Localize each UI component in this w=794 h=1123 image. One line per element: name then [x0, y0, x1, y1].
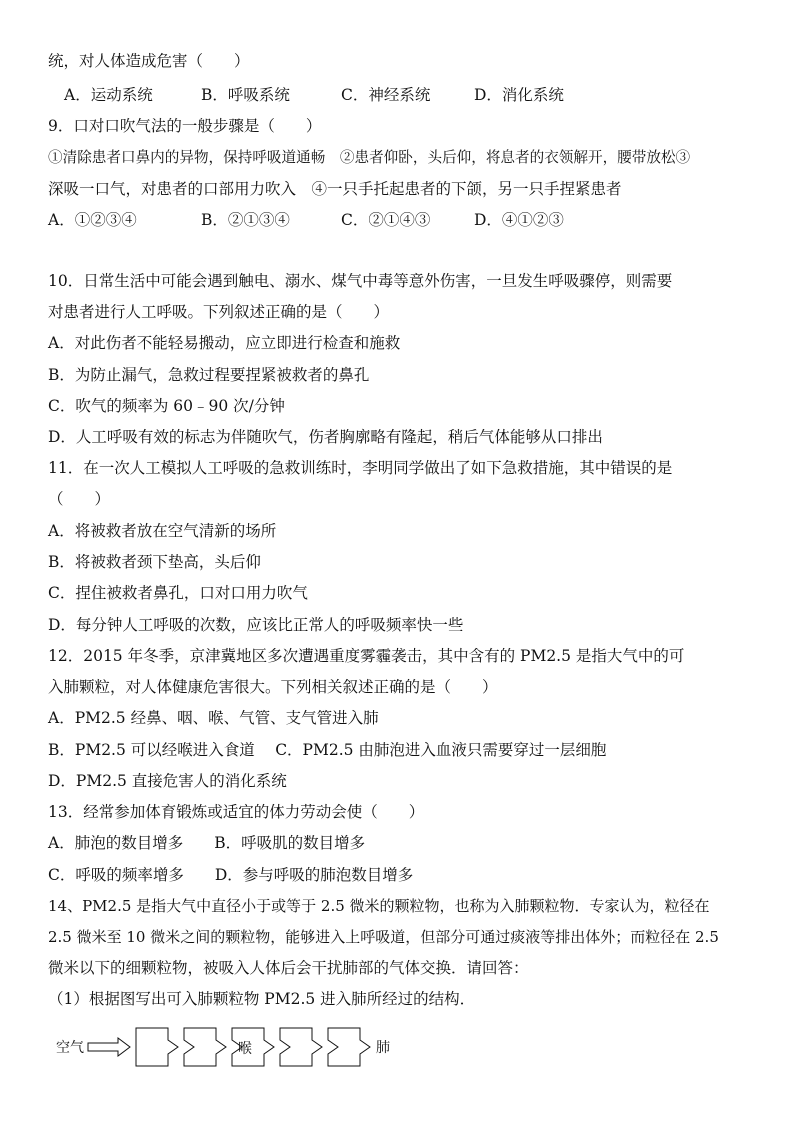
q10-stem-2: 对患者进行人工呼吸。下列叙述正确的是（ ）: [48, 303, 390, 321]
flow-box-4: [280, 1028, 322, 1066]
q9-option-a: A．①②③④: [48, 211, 137, 229]
flow-end-label: 肺: [376, 1040, 390, 1056]
q10-option-d: D．人工呼吸有效的标志为伴随吹气，伤者胸廓略有隆起，稍后气体能够从口排出: [48, 428, 603, 446]
flow-box-5: [328, 1028, 370, 1066]
q10-option-b: B．为防止漏气，急救过程要捏紧被救者的鼻孔: [48, 366, 370, 384]
respiratory-flow-diagram: [48, 1022, 468, 1070]
q11-option-c: C．捏住被救者鼻孔，口对口用力吹气: [48, 584, 308, 602]
q9-line2: 深吸一口气，对患者的口部用力吹入 ④一只手托起患者的下颌，另一只手捏紧患者: [48, 180, 622, 198]
q8-option-c: C．神经系统: [341, 86, 431, 104]
q10-stem-1: 10．日常生活中可能会遇到触电、溺水、煤气中毒等意外伤害，一旦发生呼吸骤停，则需要: [48, 272, 673, 290]
q9-option-c: C．②①④③: [341, 211, 431, 229]
q12-stem-1: 12．2015 年冬季，京津冀地区多次遭遇重度雾霾袭击，其中含有的 PM2.5 是指大气中的可: [48, 647, 685, 665]
q9-line1: ①清除患者口鼻内的异物，保持呼吸道通畅 ②患者仰卧，头后仰，将息者的衣领解开，腰带放松③: [48, 149, 691, 166]
q10-option-c: C．吹气的频率为 60﹣90 次/分钟: [48, 397, 285, 415]
flow-start-label: 空气: [56, 1040, 84, 1056]
q8-option-a: A．运动系统: [64, 86, 153, 104]
q13-options-ab: A．肺泡的数目增多 B．呼吸肌的数目增多: [48, 834, 366, 852]
q14-line-3: 微米以下的细颗粒物，被吸入人体后会干扰肺部的气体交换．请回答：: [48, 959, 529, 977]
q8-option-d: D．消化系统: [474, 86, 564, 104]
q13-options-cd: C．呼吸的频率增多 D．参与呼吸的肺泡数目增多: [48, 866, 414, 884]
q12-stem-2: 入肺颗粒，对人体健康危害很大。下列相关叙述正确的是（ ）: [48, 678, 498, 696]
q11-stem-2: （ ）: [48, 490, 111, 508]
q14-line-1: 14、PM2.5 是指大气中直径小于或等于 2.5 微米的颗粒物，也称为入肺颗粒物．专家认为，粒径在: [48, 897, 710, 915]
q12-option-a: A．PM2.5 经鼻、咽、喉、气管、支气管进入肺: [48, 709, 379, 727]
q14-line-2: 2.5 微米至 10 微米之间的颗粒物，能够进入上呼吸道，但部分可通过痰液等排出体外；而粒径在 2.5: [48, 928, 719, 946]
q12-option-d: D．PM2.5 直接危害人的消化系统: [48, 772, 287, 790]
q10-option-a: A．对此伤者不能轻易搬动，应立即进行检查和施救: [48, 334, 401, 352]
q12-option-bc: B．PM2.5 可以经喉进入食道 C．PM2.5 由肺泡进入血液只需要穿过一层细胞: [48, 741, 607, 759]
q8-tail: 统，对人体造成危害（ ）: [48, 52, 250, 70]
flow-box-2: [184, 1028, 226, 1066]
flow-box-1: [136, 1028, 178, 1066]
q8-option-b: B．呼吸系统: [201, 86, 290, 104]
q9-stem: 9．口对口吹气法的一般步骤是（ ）: [48, 117, 322, 135]
flow-arrow-1: [88, 1038, 130, 1056]
q11-option-d: D．每分钟人工呼吸的次数，应该比正常人的呼吸频率快一些: [48, 616, 464, 634]
q14-sub-1: （1）根据图写出可入肺颗粒物 PM2.5 进入肺所经过的结构．: [48, 990, 476, 1008]
flow-middle-label: 喉: [238, 1041, 252, 1057]
q11-option-a: A．将被救者放在空气清新的场所: [48, 522, 277, 540]
q9-option-d: D．④①②③: [474, 211, 564, 229]
q9-option-b: B．②①③④: [201, 211, 290, 229]
q13-stem: 13．经常参加体育锻炼或适宜的体力劳动会使（ ）: [48, 803, 425, 821]
q11-option-b: B．将被救者颈下垫高，头后仰: [48, 553, 261, 571]
q11-stem-1: 11．在一次人工模拟人工呼吸的急救训练时，李明同学做出了如下急救措施，其中错误的是: [48, 459, 673, 477]
